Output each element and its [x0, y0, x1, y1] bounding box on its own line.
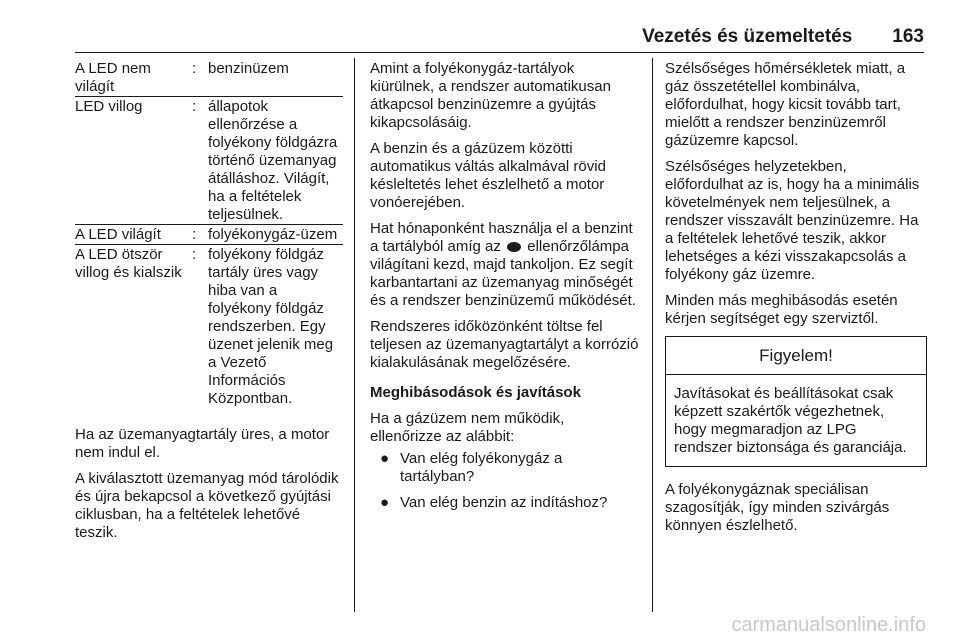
led-state: A LED ötször villog és kialszik	[75, 246, 182, 281]
paragraph: Szélsőséges helyzetekben, előfordulhat az is, hogy ha a minimális követelmények nem teljesülnek, a rendszer visszavált benzinüzemre. Ha a feltételek lehetővé teszik, akkor lehetséges a kézi visszakapcsolás a folyékony gáz üzemre.	[665, 158, 920, 283]
paragraph: Amint a folyékonygáz-tartályok kiürülnek, a rendszer automatikusan átkapcsol benzinüzemre a gyújtás kikapcsolásáig.	[370, 60, 611, 131]
warning-box	[665, 336, 927, 467]
column-right	[665, 60, 927, 543]
colon: :	[192, 246, 197, 263]
paragraph: A benzin és a gázüzem közötti automatikus váltás alkalmával rövid késleltetés lehet észlelhető a motor vonóerejében.	[370, 140, 606, 211]
paragraph: Ha az üzemanyagtartály üres, a motor nem indul el.	[75, 426, 330, 461]
led-state: A LED nem világít	[75, 60, 192, 97]
paragraph	[370, 220, 640, 310]
warning-title: Figyelem!	[666, 337, 926, 375]
paragraph: Szélsőséges hőmérsékletek miatt, a gáz összetétellel kombinálva, előfordulhat, hogy kicsit tovább tart, mielőtt a rendszer benzinüzemről gázüzemre kapcsol.	[665, 60, 906, 149]
check-list	[370, 450, 640, 512]
led-meaning: benzinüzem	[208, 60, 343, 97]
colon: :	[192, 97, 208, 225]
text: Hat hónaponként használja el a benzint a tartályból amíg az	[370, 220, 633, 255]
colon: :	[192, 225, 208, 245]
column-left	[75, 60, 345, 550]
table-row	[75, 60, 343, 97]
list-item	[370, 450, 640, 486]
list-item-text: Van elég benzin az indításhoz?	[400, 494, 608, 511]
bullet-icon: ●	[380, 494, 390, 511]
section-heading: Meghibásodások és javítások	[370, 384, 581, 401]
bullet-icon: ●	[380, 450, 390, 467]
list-item	[370, 494, 640, 512]
led-meaning: folyékony földgáz tartály üres vagy hiba van a folyékony földgáz rendszerben. Egy üzenet jelenik meg a Vezető Információs Központban.	[208, 246, 334, 407]
text: ellenőrzőlámpa világítani kezd, majd tankoljon. Ez segít karbantartani az üzemanyag minőségét és a rendszer benzinüzemű működését.	[370, 238, 636, 309]
table-row	[75, 245, 343, 409]
header-rule	[75, 52, 924, 53]
column-divider	[652, 58, 653, 612]
paragraph: Ha a gázüzem nem működik, ellenőrizze az alábbit:	[370, 410, 565, 445]
list-item-text: Van elég folyékonygáz a tartályban?	[400, 450, 563, 485]
colon: :	[192, 60, 208, 97]
column-middle	[370, 60, 640, 520]
led-status-table	[75, 60, 343, 408]
paragraph: A kiválasztott üzemanyag mód tárolódik és újra bekapcsol a következő gyújtási ciklusban, ha a feltételek lehetővé teszik.	[75, 470, 339, 541]
warning-body: Javításokat és beállításokat csak képzett szakértők végezhetnek, hogy megmaradjon az LPG rendszer biztonsága és garanciája.	[674, 385, 907, 456]
led-meaning: állapotok ellenőrzése a folyékony földgázra történő üzemanyag átálláshoz. Világít, ha a feltételek teljesülnek.	[208, 97, 343, 225]
led-state: A LED világít	[75, 225, 192, 245]
watermark: carmanualsonline.info	[731, 614, 926, 636]
paragraph: Rendszeres időközönként töltse fel teljesen az üzemanyagtartályt a korrózió kialakulásának megelőzésére.	[370, 318, 639, 371]
column-divider	[354, 58, 355, 612]
page-title: Vezetés és üzemeltetés	[642, 26, 853, 47]
led-state: LED villog	[75, 97, 192, 225]
led-meaning: folyékonygáz-üzem	[208, 225, 343, 245]
fuel-lamp-icon	[507, 242, 521, 252]
paragraph: A folyékonygáznak speciálisan szagosítják, így minden szivárgás könnyen észlelhető.	[665, 481, 890, 534]
table-row	[75, 97, 343, 225]
page-header	[75, 26, 924, 48]
page-number: 163	[892, 26, 924, 47]
table-row	[75, 225, 343, 245]
paragraph: Minden más meghibásodás esetén kérjen segítséget egy szerviztől.	[665, 292, 898, 327]
